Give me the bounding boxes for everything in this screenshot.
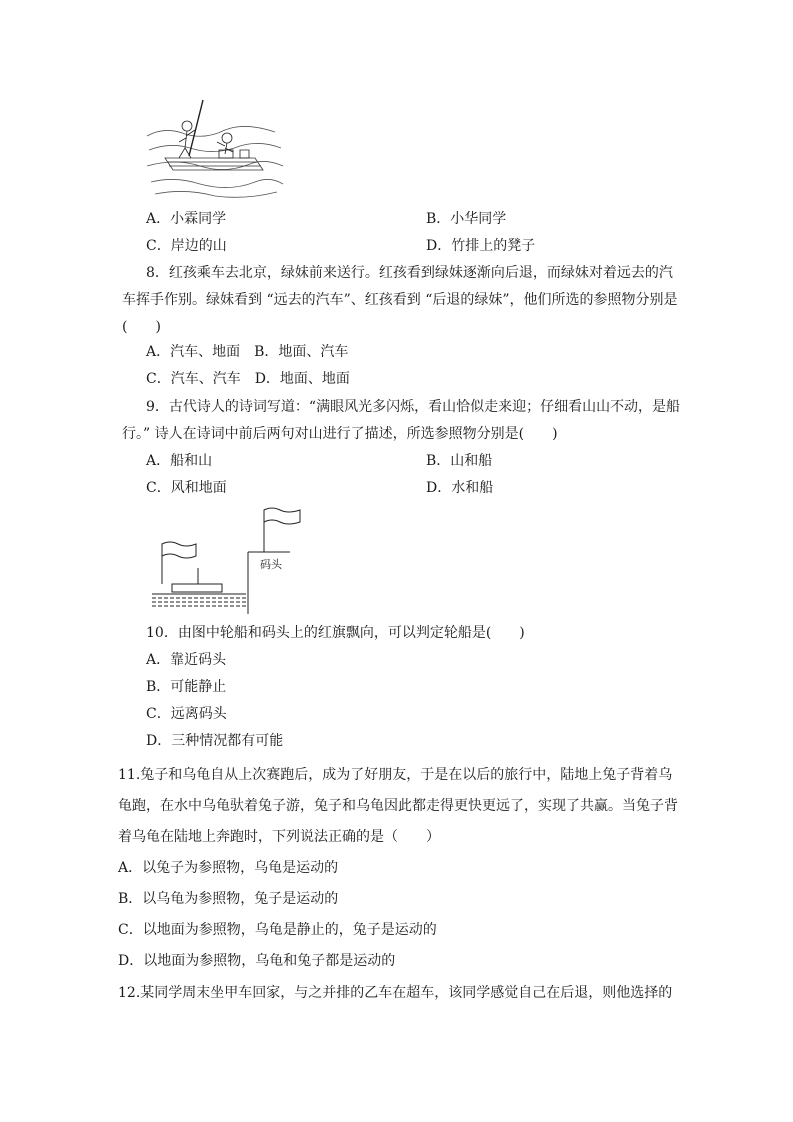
ship-flag — [162, 542, 196, 558]
q9-stem-line-1: 9．古代诗人的诗词写道：“满眼风光多闪烁，看山恰似走来迎；仔细看山山不动，是船 — [146, 399, 681, 415]
q10-stem: 10．由图中轮船和码头上的红旗飘向，可以判定轮船是( ) — [146, 625, 525, 641]
q12-stem-line-1: 12.某同学周末坐甲车回家，与之并排的乙车在超车，该同学感觉自己在后退，则他选择的 — [118, 985, 673, 1001]
q11-stem-line-1: 11.兔子和乌龟自从上次赛跑后，成为了好朋友，于是在以后的旅行中，陆地上兔子背着乌 — [118, 767, 673, 783]
q11-option-a[interactable]: A．以兔子为参照物，乌龟是运动的 — [118, 860, 339, 876]
q9-option-c[interactable]: C．风和地面 — [146, 480, 227, 496]
raft-illustration — [145, 96, 285, 200]
q7-option-b[interactable]: B．小华同学 — [426, 211, 507, 227]
q8-stem-line-2: 车挥手作别。绿妹看到 “远去的汽车”、红孩看到 “后退的绿妹”，他们所选的参照物分别是 — [122, 292, 678, 308]
dock-flag — [264, 508, 300, 524]
dock-label: 码头 — [260, 558, 282, 571]
q8-stem-line-1: 8．红孩乘车去北京，绿妹前来送行。红孩看到绿妹逐渐向后退，而绿妹对着远去的汽 — [146, 265, 673, 281]
q9-option-d[interactable]: D．水和船 — [426, 480, 494, 496]
q11-option-d[interactable]: D．以地面为参照物，乌龟和兔子都是运动的 — [118, 953, 396, 969]
q9-option-b[interactable]: B．山和船 — [426, 453, 493, 469]
q10-option-c[interactable]: C．远离码头 — [146, 706, 227, 722]
q10-option-b[interactable]: B．可能静止 — [146, 679, 227, 695]
q8-stem-line-3: ( ) — [122, 319, 161, 335]
ship-dock-figure — [150, 506, 310, 616]
q11-stem-line-3: 着乌龟在陆地上奔跑时，下列说法正确的是（ ） — [118, 829, 440, 845]
q11-option-c[interactable]: C．以地面为参照物，乌龟是静止的，兔子是运动的 — [118, 922, 437, 938]
ship-hull — [172, 584, 222, 592]
q10-option-d[interactable]: D．三种情况都有可能 — [146, 733, 284, 749]
q11-option-b[interactable]: B．以乌龟为参照物，兔子是运动的 — [118, 891, 339, 907]
q8-options-ab[interactable]: A．汽车、地面 B．地面、汽车 — [146, 344, 349, 360]
q9-stem-line-2: 行。” 诗人在诗词中前后两句对山进行了描述，所选参照物分别是( ) — [122, 426, 558, 442]
q11-stem-line-2: 龟跑，在水中乌龟驮着兔子游，兔子和乌龟因此都走得更快更远了，实现了共赢。当兔子背 — [118, 798, 678, 814]
q7-option-d[interactable]: D．竹排上的凳子 — [426, 238, 536, 254]
q7-option-a[interactable]: A．小霖同学 — [146, 211, 227, 227]
q8-options-cd[interactable]: C．汽车、汽车 D．地面、地面 — [146, 371, 350, 387]
q10-option-a[interactable]: A．靠近码头 — [146, 652, 227, 668]
q9-option-a[interactable]: A．船和山 — [146, 453, 213, 469]
q7-option-c[interactable]: C．岸边的山 — [146, 238, 227, 254]
